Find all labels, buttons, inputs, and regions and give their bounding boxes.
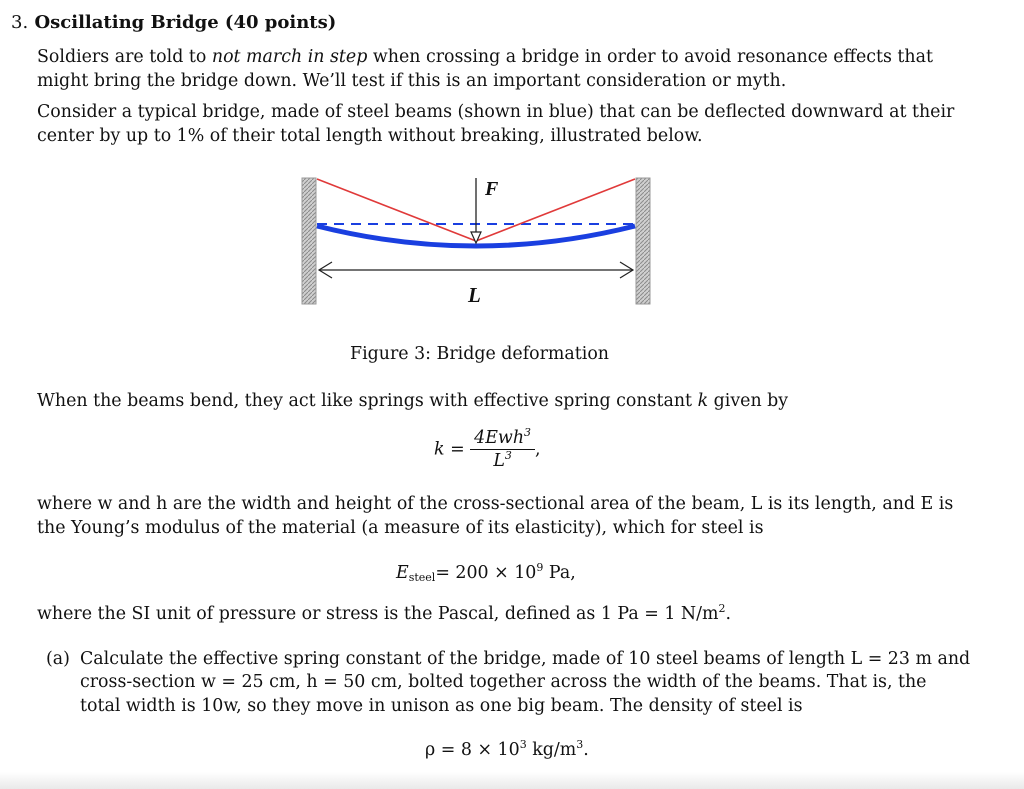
force-arrowhead xyxy=(471,232,481,243)
esteel-symbol: E xyxy=(396,563,409,583)
intro-p2-line2: center by up to 1% of their total length without breaking, illustrated below. xyxy=(37,126,703,146)
esteel-equation xyxy=(396,561,576,585)
si-end: . xyxy=(725,604,732,624)
force-label: F xyxy=(485,178,499,200)
density-equation xyxy=(425,738,589,762)
intro-text: Soldiers are told to xyxy=(37,47,212,67)
bridge-figure xyxy=(296,168,658,310)
left-wall xyxy=(302,178,316,304)
intro-emphasis: not march in step xyxy=(211,47,368,67)
problem-title-text: Oscillating Bridge (40 points) xyxy=(34,12,337,33)
rho-unit: kg/m xyxy=(526,740,577,760)
intro-p1-line1 xyxy=(37,45,933,69)
part-a-label: (a) xyxy=(46,649,70,669)
denominator-text: L xyxy=(493,451,505,471)
part-a-line2: cross-section w = 25 cm, h = 50 cm, bolted together across the width of the beams. That is, the xyxy=(80,672,927,692)
si-exponent: 2 xyxy=(718,602,726,615)
spring-lead-text: When the beams bend, they act like springs with effective spring constant xyxy=(37,391,698,411)
part-a-line3: total width is 10w, so they move in unison as one big beam. The density of steel is xyxy=(80,696,803,716)
si-text: where the SI unit of pressure or stress is the Pascal, defined as 1 Pa = 1 N/m xyxy=(37,604,719,624)
part-a-line1: Calculate the effective spring constant of the bridge, made of 10 steel beams of length L = 23 m and xyxy=(80,649,971,669)
intro-text: when crossing a bridge in order to avoid resonance effects that xyxy=(367,47,933,67)
problem-title xyxy=(11,12,336,33)
rho-end: . xyxy=(583,740,589,760)
equation-comma: , xyxy=(535,439,541,460)
esteel-value: = 200 × 10 xyxy=(435,563,537,583)
spring-equation xyxy=(434,428,541,471)
where-line2: the Young’s modulus of the material (a measure of its elasticity), which for steel is xyxy=(37,518,764,538)
rho-text: ρ = 8 × 10 xyxy=(425,740,520,760)
equation-denominator xyxy=(470,450,535,471)
rho-unit-exponent: 3 xyxy=(576,738,584,751)
problem-number: 3. xyxy=(11,12,29,33)
numerator-text: 4Ewh xyxy=(474,428,525,448)
spring-lead xyxy=(37,389,788,413)
right-wall xyxy=(636,178,650,304)
numerator-exponent: 3 xyxy=(524,426,532,439)
figure-caption: Figure 3: Bridge deformation xyxy=(350,344,610,364)
length-label: L xyxy=(468,283,481,307)
si-unit-line xyxy=(37,602,731,626)
esteel-subscript: steel xyxy=(408,571,436,584)
k-symbol: k xyxy=(697,391,709,411)
equation-numerator xyxy=(470,428,535,450)
intro-p1-line2: might bring the bridge down. We’ll test if this is an important consideration or myth. xyxy=(37,71,787,91)
intro-p2-line1: Consider a typical bridge, made of steel beams (shown in blue) that can be deflected downward at their xyxy=(37,102,955,122)
equation-fraction xyxy=(470,428,535,471)
bottom-fade xyxy=(0,772,1024,789)
where-line1: where w and h are the width and height of the cross-sectional area of the beam, L is its length, and E is xyxy=(37,494,954,514)
spring-lead-end: given by xyxy=(708,391,789,411)
equation-lhs: k = xyxy=(434,439,465,460)
esteel-exponent: 9 xyxy=(536,561,544,574)
denominator-exponent: 3 xyxy=(504,449,512,462)
rho-exponent: 3 xyxy=(519,738,527,751)
esteel-unit: Pa, xyxy=(543,563,576,583)
